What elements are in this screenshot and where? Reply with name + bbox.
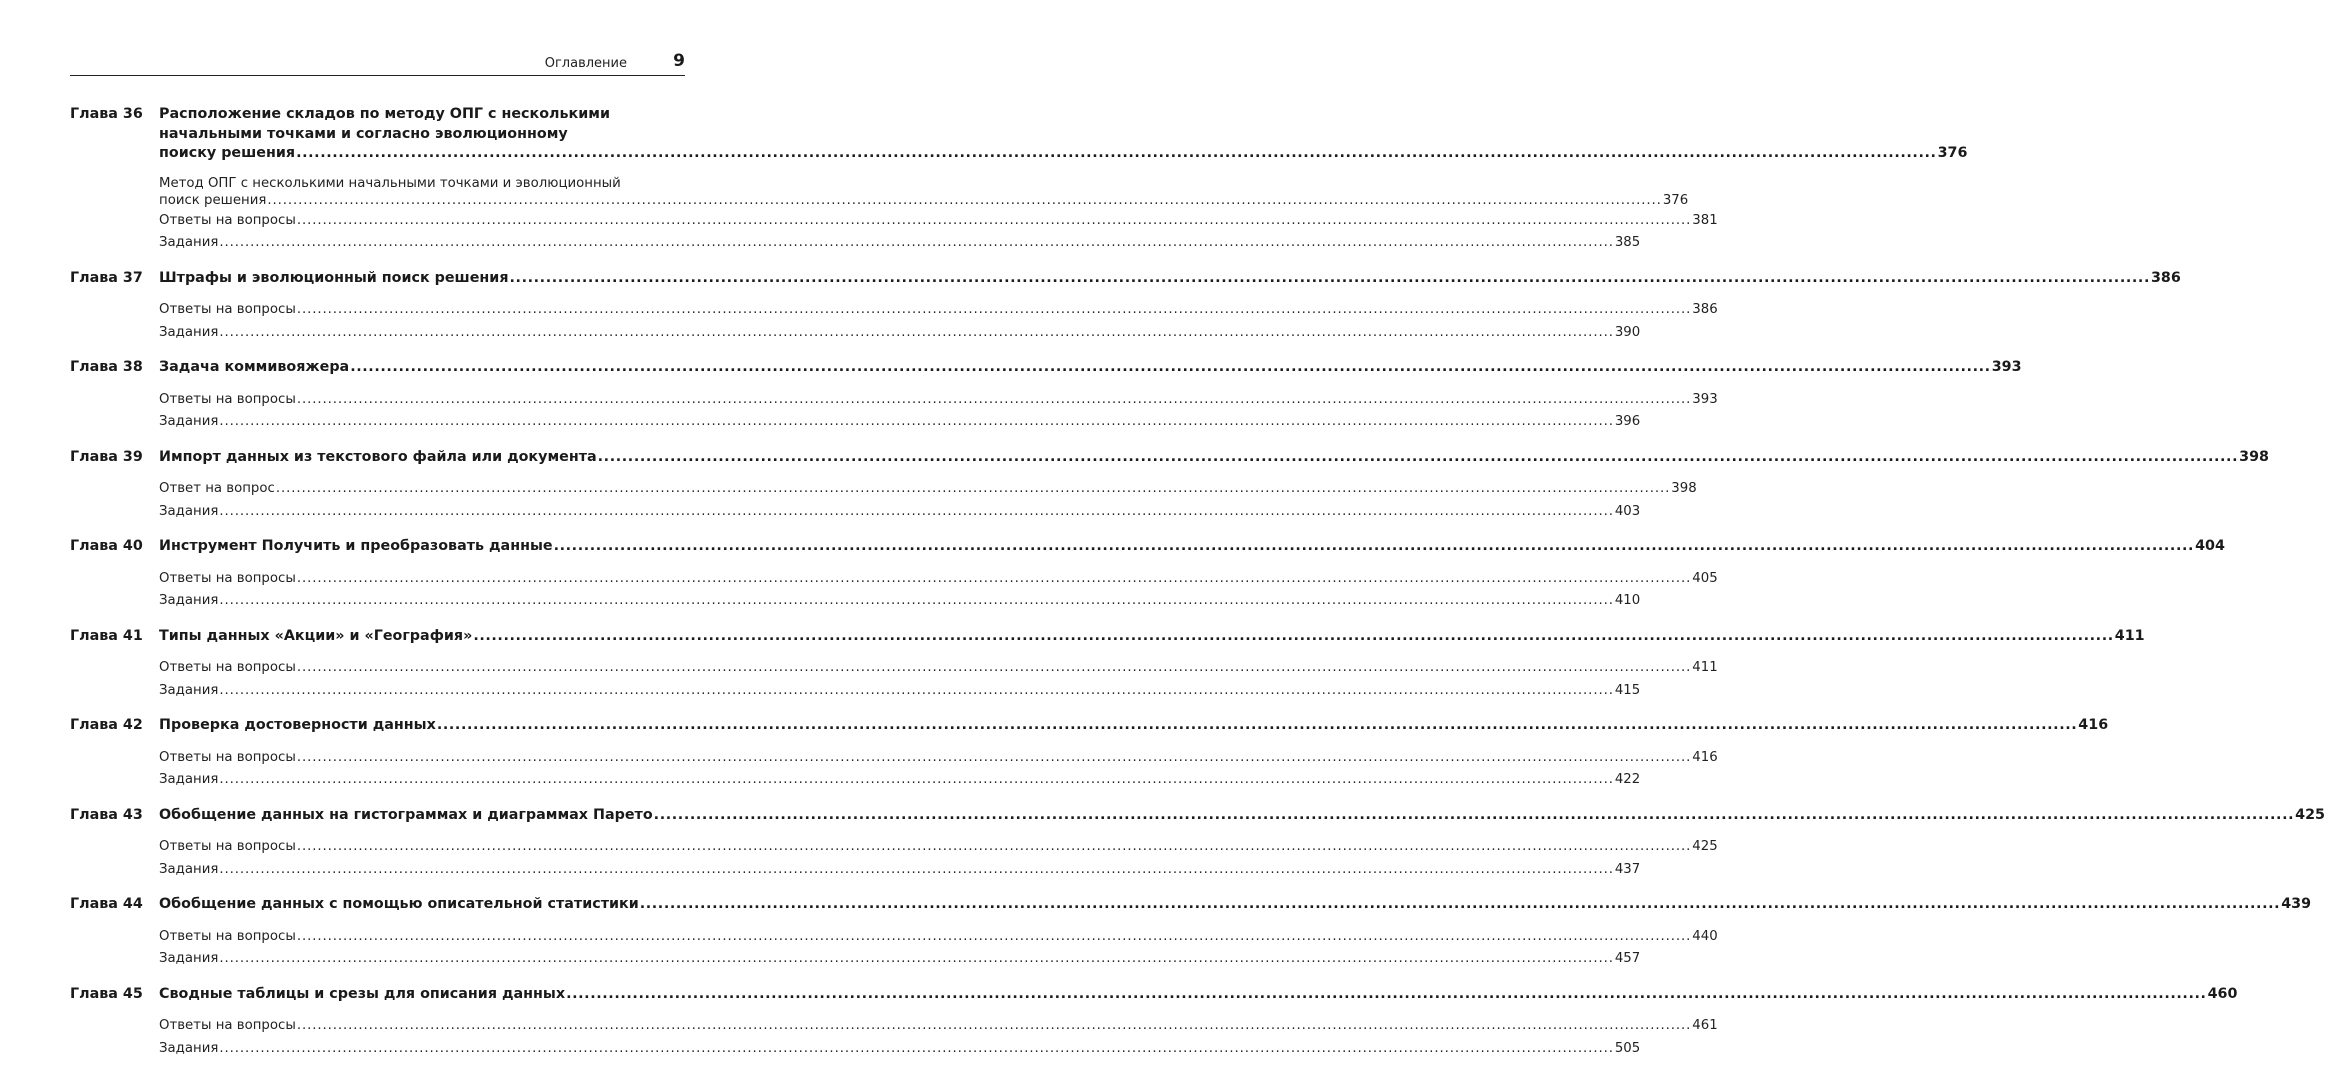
entry-title: Ответы на вопросы — [159, 749, 296, 765]
entry-title: Ответ на вопрос — [159, 481, 275, 496]
dot-leader — [437, 716, 2077, 736]
chapter-title[interactable] — [159, 358, 2022, 378]
chapter-page: 404 — [2195, 538, 2225, 554]
dot-leader — [297, 1015, 1691, 1038]
header-title: Оглавление — [544, 56, 627, 71]
toc-entry[interactable] — [159, 568, 1718, 591]
dot-leader — [219, 859, 1613, 882]
dot-leader — [297, 389, 1691, 412]
dot-leader — [598, 448, 2238, 468]
dot-leader — [473, 627, 2113, 647]
toc-entry[interactable] — [159, 657, 1718, 680]
entry-page: 376 — [1662, 193, 1689, 208]
chapter-page: 460 — [2207, 985, 2238, 1002]
dot-leader — [554, 537, 2194, 557]
chapter-number: Глава 44 — [70, 896, 143, 912]
chapter-title[interactable] — [159, 269, 2181, 289]
entry-page: 422 — [1614, 772, 1641, 787]
chapter-page: 393 — [1991, 359, 2022, 375]
chapter-title[interactable] — [159, 895, 2311, 915]
toc-entry[interactable] — [159, 590, 1641, 613]
chapter-title[interactable] — [159, 806, 2325, 826]
chapter-41 — [70, 627, 2145, 703]
chapter-title-line: начальными точками и согласно эволюционному — [159, 125, 568, 142]
chapter-title-text: Сводные таблицы и срезы для описания данных — [159, 985, 566, 1002]
chapter-number: Глава 38 — [70, 359, 143, 375]
dot-leader — [297, 747, 1691, 770]
dot-leader — [654, 806, 2294, 826]
chapter-43 — [70, 806, 2325, 882]
dot-leader — [276, 478, 1670, 501]
chapter-title[interactable] — [159, 627, 2145, 647]
entry-page: 398 — [1671, 481, 1697, 496]
chapter-number: Глава 36 — [70, 106, 143, 122]
chapter-37 — [70, 269, 2181, 345]
toc-entry[interactable] — [159, 747, 1718, 770]
dot-leader — [297, 657, 1691, 680]
entry-page: 390 — [1614, 324, 1641, 340]
dot-leader — [219, 232, 1613, 255]
dot-leader — [297, 210, 1691, 233]
dot-leader — [219, 411, 1613, 434]
toc-entry[interactable] — [159, 299, 1718, 322]
chapter-36 — [70, 105, 1968, 255]
entry-page: 386 — [1692, 302, 1718, 317]
chapter-title-text: Типы данных «Акции» и «География» — [159, 627, 473, 644]
chapter-title-text: Штрафы и эволюционный поиск решения — [159, 269, 509, 286]
entry-page: 410 — [1614, 593, 1641, 608]
dot-leader — [267, 192, 1661, 210]
entry-title-line: Метод ОПГ с несколькими начальными точками и эволюционный — [159, 175, 621, 191]
chapter-38 — [70, 358, 2022, 434]
dot-leader — [510, 269, 2150, 289]
chapter-title[interactable] — [159, 448, 2269, 468]
dot-leader — [219, 769, 1613, 792]
chapter-title[interactable] — [159, 105, 1967, 164]
chapter-title-text: Инструмент Получить и преобразовать данные — [159, 538, 553, 554]
entry-title: Ответы на вопросы — [159, 391, 296, 407]
entry-page: 405 — [1692, 570, 1718, 586]
chapter-title[interactable] — [159, 985, 2237, 1005]
chapter-title-text: Обобщение данных на гистограммах и диаграммах Парето — [159, 806, 653, 823]
entry-page: 403 — [1614, 503, 1641, 519]
chapter-39 — [70, 448, 2269, 524]
chapter-title[interactable] — [159, 716, 2108, 736]
page-header — [70, 49, 685, 76]
entry-title: Задания — [159, 414, 219, 429]
dot-leader — [219, 590, 1613, 613]
chapter-number: Глава 42 — [70, 717, 143, 733]
chapter-title-text: Задача коммивояжера — [159, 359, 350, 375]
entry-title: Задания — [159, 682, 219, 698]
dot-leader — [297, 568, 1691, 591]
entry-title: Ответы на вопросы — [159, 839, 296, 854]
entry-title: Задания — [159, 324, 219, 340]
toc-entry[interactable] — [159, 1038, 1641, 1061]
entry-page: 416 — [1692, 749, 1718, 765]
entry-page: 457 — [1614, 951, 1641, 966]
chapter-45 — [70, 985, 2238, 1061]
entry-title: Задания — [159, 861, 219, 877]
chapter-page: 376 — [1937, 145, 1968, 161]
chapter-title-text: Импорт данных из текстового файла или документа — [159, 448, 597, 465]
entry-title: Задания — [159, 951, 219, 966]
toc-entry[interactable] — [159, 478, 1697, 501]
entry-page: 385 — [1614, 235, 1641, 250]
toc-entry[interactable] — [159, 232, 1641, 255]
chapter-title-text: Обобщение данных с помощью описательной статистики — [159, 896, 639, 912]
entry-page: 381 — [1692, 212, 1718, 228]
chapter-page: 398 — [2239, 448, 2269, 465]
dot-leader — [297, 836, 1691, 859]
page-number: 9 — [673, 51, 685, 71]
entry-page: 393 — [1692, 391, 1718, 407]
chapter-page: 425 — [2295, 806, 2325, 823]
dot-leader — [297, 926, 1691, 949]
chapter-page: 439 — [2281, 896, 2312, 912]
dot-leader — [640, 895, 2280, 915]
toc-entry[interactable] — [159, 501, 1641, 524]
entry-title: Ответы на вопросы — [159, 570, 296, 586]
toc-entry[interactable] — [159, 389, 1718, 412]
entry-page: 411 — [1692, 660, 1718, 675]
dot-leader — [219, 948, 1613, 971]
chapter-number: Глава 40 — [70, 538, 143, 554]
entry-title: Ответы на вопросы — [159, 660, 296, 675]
chapter-title-line: Расположение складов по методу ОПГ с несколькими — [159, 106, 610, 122]
entry-title: Задания — [159, 1040, 219, 1056]
chapter-number: Глава 39 — [70, 448, 143, 465]
chapter-number: Глава 45 — [70, 985, 143, 1002]
entry-page: 437 — [1614, 861, 1641, 877]
chapter-page: 386 — [2150, 269, 2181, 286]
chapter-40 — [70, 537, 2225, 613]
toc-entry[interactable] — [159, 322, 1641, 345]
entry-title: Задания — [159, 503, 219, 519]
entry-title: Задания — [159, 235, 219, 250]
chapter-number: Глава 41 — [70, 627, 143, 644]
toc-entry[interactable] — [159, 680, 1641, 703]
entry-page: 461 — [1692, 1018, 1718, 1033]
entry-title: Задания — [159, 772, 219, 787]
entry-title: поиск решения — [159, 193, 267, 208]
entry-page: 505 — [1614, 1040, 1641, 1056]
chapter-page: 411 — [2114, 627, 2145, 644]
toc-entry[interactable] — [159, 926, 1718, 949]
dot-leader — [219, 1038, 1613, 1061]
entry-page: 396 — [1614, 414, 1641, 429]
chapter-number: Глава 37 — [70, 269, 143, 286]
table-of-contents — [70, 105, 2325, 1074]
entry-title: Ответы на вопросы — [159, 302, 296, 317]
chapter-title-last-line: поиску решения — [159, 145, 296, 161]
chapter-42 — [70, 716, 2109, 792]
toc-entry[interactable] — [159, 948, 1641, 971]
entry-page: 425 — [1692, 839, 1718, 854]
chapter-title-text: Проверка достоверности данных — [159, 717, 436, 733]
dot-leader — [219, 322, 1613, 345]
dot-leader — [296, 144, 1936, 164]
toc-entry[interactable] — [159, 210, 1718, 233]
entry-title: Ответы на вопросы — [159, 928, 296, 944]
entry-page: 415 — [1614, 682, 1641, 698]
chapter-title[interactable] — [159, 537, 2225, 557]
entry-title: Ответы на вопросы — [159, 212, 296, 228]
dot-leader — [566, 985, 2206, 1005]
toc-entry[interactable] — [159, 411, 1641, 434]
entry-title: Ответы на вопросы — [159, 1018, 296, 1033]
toc-entry[interactable] — [159, 1015, 1718, 1038]
chapter-page: 416 — [2078, 717, 2109, 733]
entry-page: 440 — [1692, 928, 1718, 944]
dot-leader — [219, 680, 1613, 703]
toc-entry[interactable] — [159, 175, 1689, 210]
toc-entry[interactable] — [159, 836, 1718, 859]
entry-title: Задания — [159, 593, 219, 608]
dot-leader — [350, 358, 1990, 378]
dot-leader — [297, 299, 1691, 322]
chapter-number: Глава 43 — [70, 806, 143, 823]
dot-leader — [219, 501, 1613, 524]
toc-entry[interactable] — [159, 769, 1641, 792]
toc-entry[interactable] — [159, 859, 1641, 882]
chapter-44 — [70, 895, 2312, 971]
